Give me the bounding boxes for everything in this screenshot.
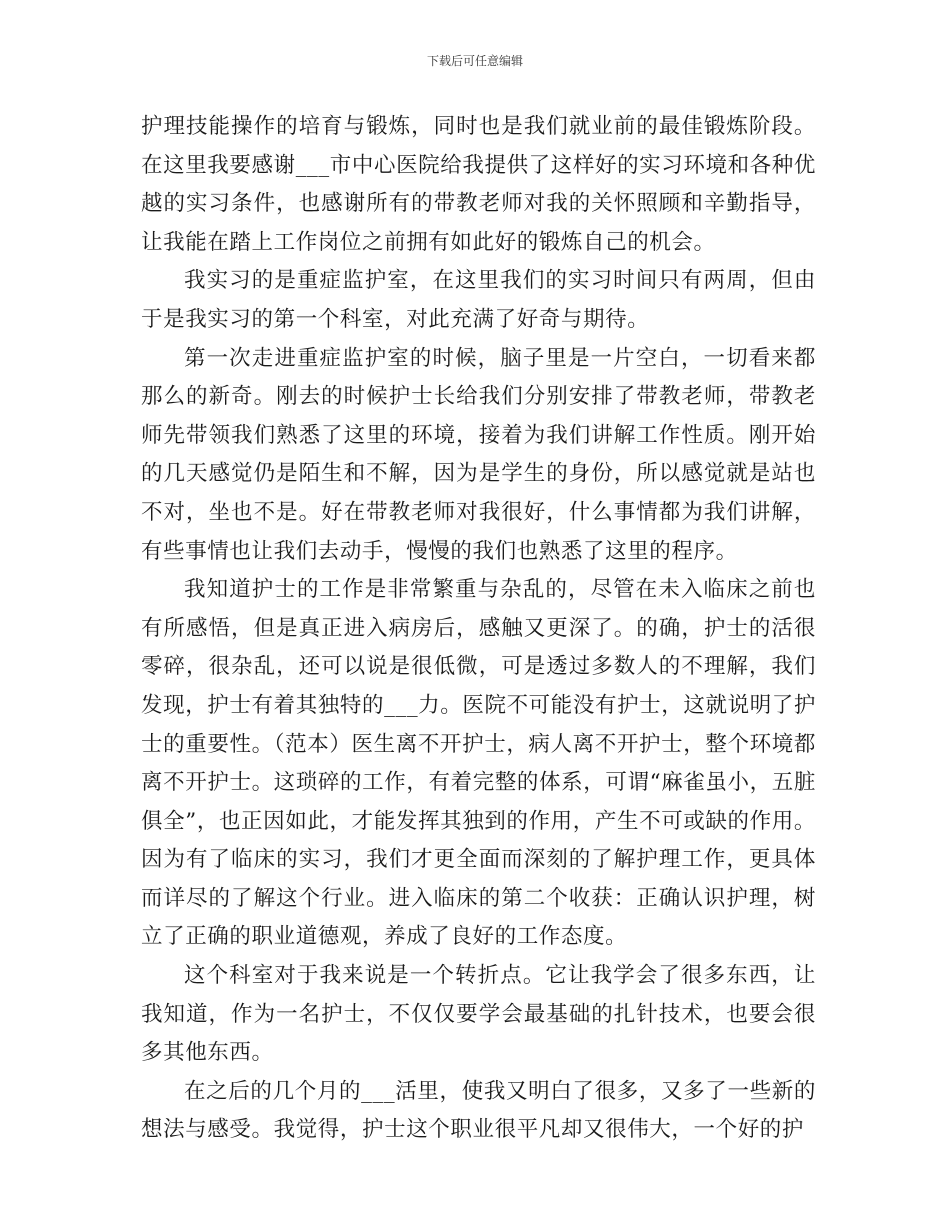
page-header: 下载后可任意编辑	[426, 54, 523, 68]
paragraph-3: 第一次走进重症监护室的时候，脑子里是一片空白，一切看来都那么的新奇。刚去的时候护士长给我们分别安排了带教老师，带教老师先带领我们熟悉了这里的环境，接着为我们讲解工作性质。刚开始的几天感觉仍是陌生和不解，因为是学生的身份，所以感觉就是站也不对，坐也不是。好在带教老师对我很好，什么事情都为我们讲解，有些事情也让我们去动手，慢慢的我们也熟悉了这里的程序。	[141, 345, 816, 564]
paragraph-4: 我知道护士的工作是非常繁重与杂乱的，尽管在未入临床之前也有所感悟，但是真正进入病房后，感触又更深了。的确，护士的活很零碎，很杂乱，还可以说是很低微，可是透过多数人的不理解，我们发现，护士有着其独特的___力。医院不可能没有护士，这就说明了护士的重要性。（范本）医生离不开护士，病人离不开护士，整个环境都离不开护士。这琐碎的工作，有着完整的体系，可谓“麻雀虽小，五脏俱全”，也正因如此，才能发挥其独到的作用，产生不可或缺的作用。因为有了临床的实习，我们才更全面而深刻的了解护理工作，更具体而详尽的了解这个行业。进入临床的第二个收获：正确认识护理，树立了正确的职业道德观，养成了良好的工作态度。	[141, 577, 816, 950]
paragraph-6: 在之后的几个月的___活里，使我又明白了很多，又多了一些新的想法与感受。我觉得，护士这个职业很平凡却又很伟大，一个好的护	[141, 1078, 816, 1143]
paragraph-2: 我实习的是重症监护室，在这里我们的实习时间只有两周，但由于是我实习的第一个科室，对此充满了好奇与期待。	[141, 268, 816, 332]
paragraph-1: 护理技能操作的培育与锻炼，同时也是我们就业前的最佳锻炼阶段。在这里我要感谢___市中心医院给我提供了这样好的实习环境和各种优越的实习条件，也感谢所有的带教老师对我的关怀照顾和辛勤指导，让我能在踏上工作岗位之前拥有如此好的锻炼自己的机会。	[141, 114, 816, 255]
paragraph-5: 这个科室对于我来说是一个转折点。它让我学会了很多东西，让我知道，作为一名护士，不仅仅要学会最基础的扎针技术，也要会很多其他东西。	[141, 963, 816, 1066]
document-body	[141, 108, 816, 1150]
